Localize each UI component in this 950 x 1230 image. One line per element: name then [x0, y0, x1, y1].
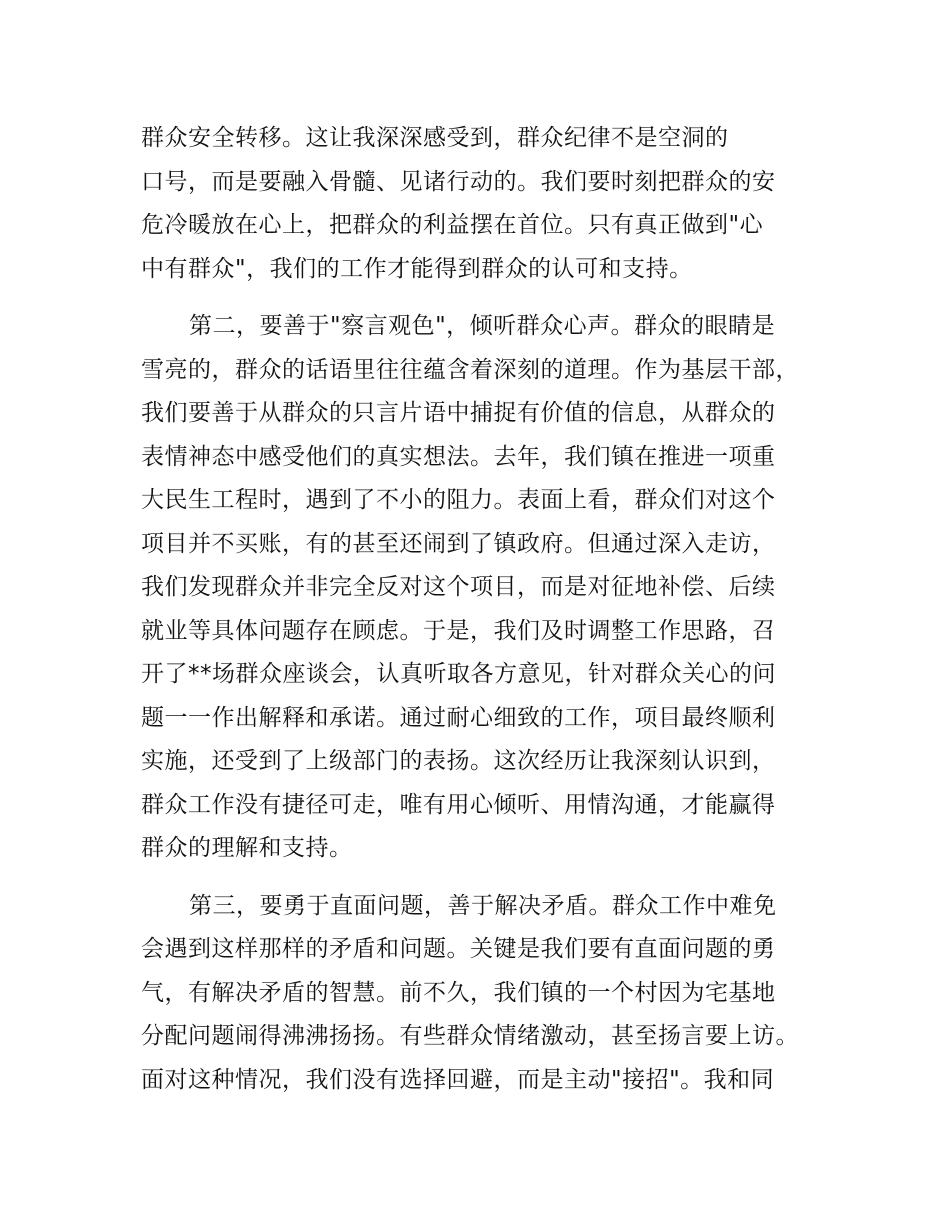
- text-line: 气，有解决矛盾的智慧。前不久，我们镇的一个村因为宅基地: [141, 979, 776, 1006]
- text-line: 分配问题闹得沸沸扬扬。有些群众情绪激动，甚至扬言要上访。: [141, 1023, 799, 1049]
- text-line: 群众工作没有捷径可走，唯有用心倾听、用情沟通，才能赢得: [141, 791, 776, 818]
- text-line: 群众安全转移。这让我深深感受到，群众纪律不是空洞的: [141, 125, 729, 151]
- body-text: [141, 117, 841, 1102]
- paragraph-spacer: [141, 291, 841, 305]
- text-line: 群众的理解和支持。: [141, 835, 353, 861]
- text-line: 我们发现群众并非完全反对这个项目，而是对征地补偿、后续: [141, 574, 776, 600]
- text-line: 面对这种情况，我们没有选择回避，而是主动"接招"。我和同: [141, 1066, 775, 1093]
- paragraph-3: [141, 885, 841, 1103]
- text-line: 第三，要勇于直面问题，善于解决矛盾。群众工作中难免: [189, 892, 777, 919]
- text-line: 危冷暖放在心上，把群众的利益摆在首位。只有真正做到"心: [141, 212, 764, 238]
- text-line: 雪亮的，群众的话语里往往蕴含着深刻的道理。作为基层干部，: [141, 356, 799, 383]
- text-line: 开了**场群众座谈会，认真听取各方意见，针对群众关心的问: [141, 661, 776, 687]
- text-line: 题一一作出解释和承诺。通过耐心细致的工作，项目最终顺利: [141, 704, 776, 731]
- paragraph-1: [141, 117, 841, 291]
- paragraph-2: [141, 305, 841, 871]
- paragraph-spacer: [141, 871, 841, 885]
- text-line: 项目并不买账，有的甚至还闹到了镇政府。但通过深入走访，: [141, 530, 776, 557]
- text-line: 第二，要善于"察言观色"，倾听群众心声。群众的眼睛是: [189, 313, 776, 339]
- text-line: 就业等具体问题存在顾虑。于是，我们及时调整工作思路，召: [141, 617, 776, 644]
- text-line: 中有群众"，我们的工作才能得到群众的认可和支持。: [141, 255, 693, 282]
- text-line: 我们要善于从群众的只言片语中捕捉有价值的信息，从群众的: [141, 400, 776, 426]
- text-line: 表情神态中感受他们的真实想法。去年，我们镇在推进一项重: [141, 443, 776, 470]
- text-line: 大民生工程时，遇到了不小的阻力。表面上看，群众们对这个: [141, 487, 776, 513]
- text-line: 口号，而是要融入骨髓、见诸行动的。我们要时刻把群众的安: [141, 168, 776, 195]
- text-line: 实施，还受到了上级部门的表扬。这次经历让我深刻认识到，: [141, 748, 776, 774]
- text-line: 会遇到这样那样的矛盾和问题。关键是我们要有直面问题的勇: [141, 936, 776, 962]
